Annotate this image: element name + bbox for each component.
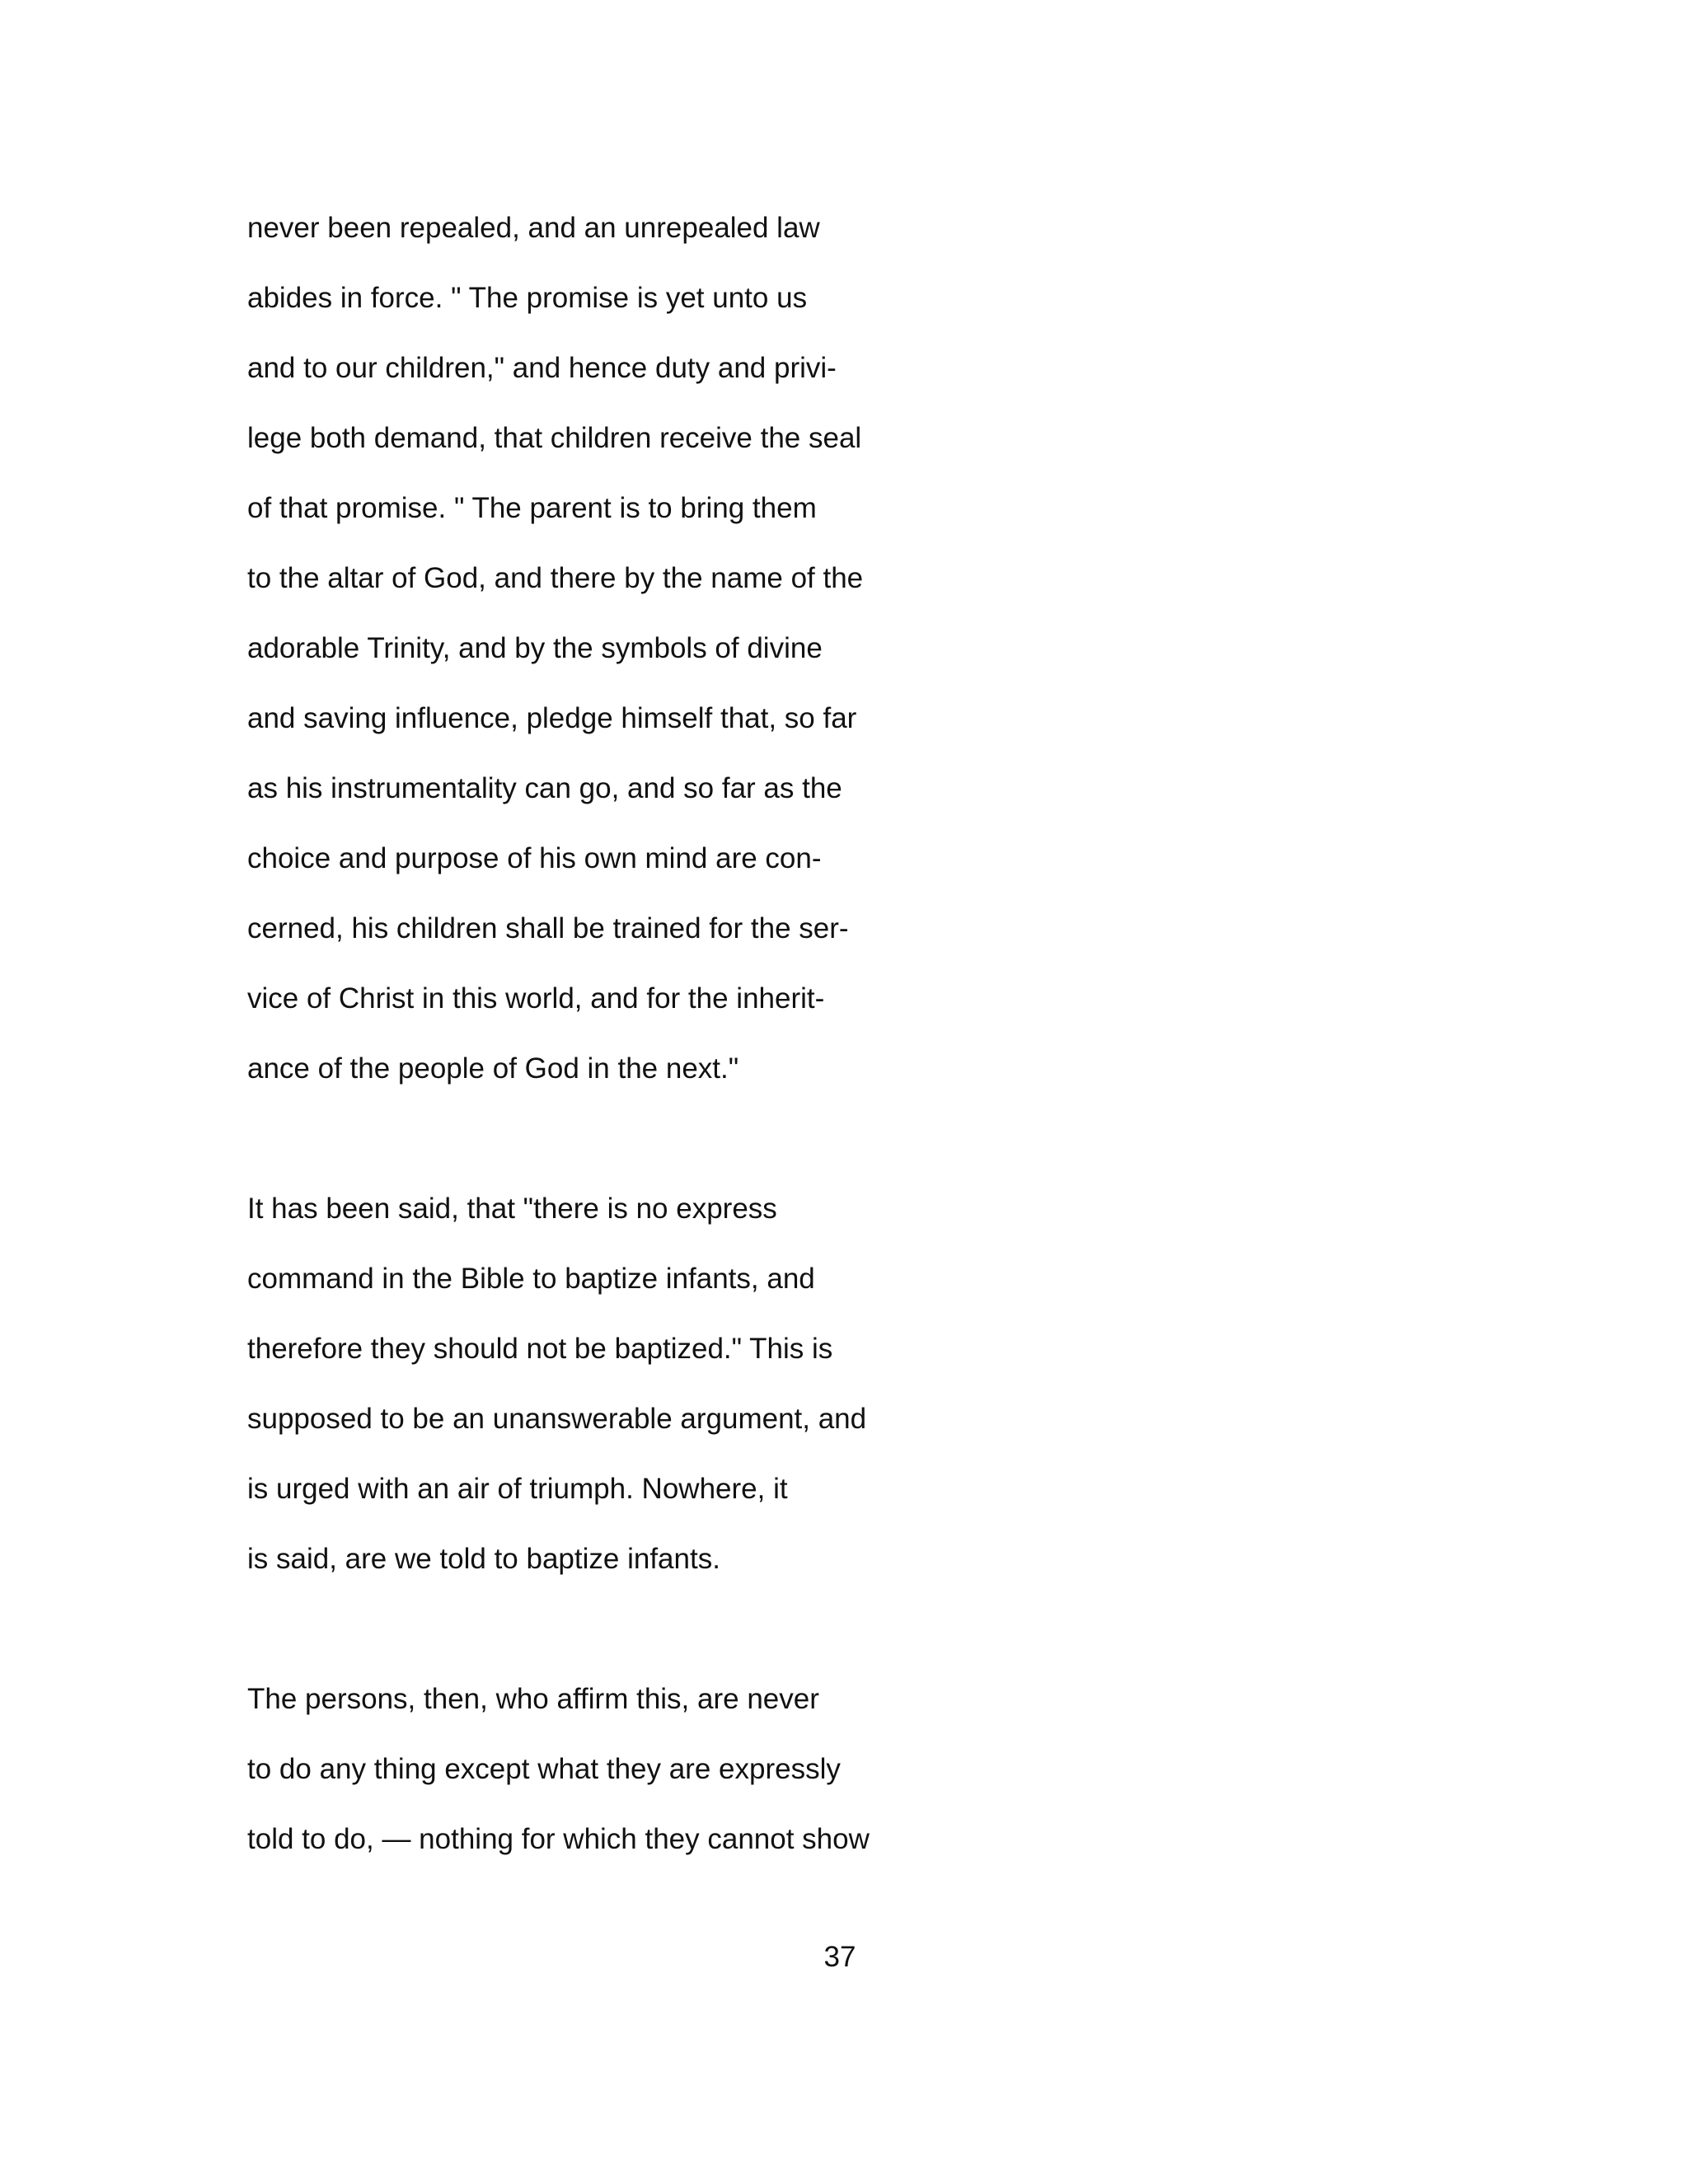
text-line: therefore they should not be baptized." This is (247, 1333, 833, 1365)
text-line: The persons, then, who affirm this, are never (247, 1683, 819, 1715)
text-line: to the altar of God, and there by the name of the (247, 562, 864, 594)
text-line: of that promise. " The parent is to bring them (247, 492, 817, 524)
text-line: cerned, his children shall be trained for the ser- (247, 912, 849, 944)
text-line: as his instrumentality can go, and so far as the (247, 772, 842, 804)
paragraph-3 (247, 1664, 1484, 1874)
text-line: to do any thing except what they are expressly (247, 1753, 841, 1785)
paragraph-1 (247, 193, 1484, 1104)
text-line: ance of the people of God in the next." (247, 1052, 739, 1085)
text-line: abides in force. " The promise is yet unto us (247, 282, 808, 314)
text-line: is urged with an air of triumph. Nowhere, it (247, 1473, 788, 1505)
page-number: 37 (823, 1941, 856, 1973)
text-line: adorable Trinity, and by the symbols of divine (247, 632, 823, 664)
text-line: and to our children," and hence duty and privi- (247, 352, 837, 384)
body-text (247, 193, 1484, 1944)
text-line: is said, are we told to baptize infants. (247, 1543, 720, 1575)
text-line: lege both demand, that children receive the seal (247, 422, 862, 454)
text-line: It has been said, that "there is no express (247, 1193, 777, 1225)
paragraph-2 (247, 1174, 1484, 1594)
text-line: told to do, — nothing for which they cannot show (247, 1823, 870, 1855)
text-line: command in the Bible to baptize infants, and (247, 1263, 815, 1295)
text-line: supposed to be an unanswerable argument, and (247, 1403, 867, 1435)
text-line: never been repealed, and an unrepealed law (247, 212, 820, 244)
text-line: and saving influence, pledge himself that, so far (247, 702, 857, 734)
text-line: choice and purpose of his own mind are con- (247, 842, 822, 874)
text-line: vice of Christ in this world, and for the inherit- (247, 982, 825, 1015)
